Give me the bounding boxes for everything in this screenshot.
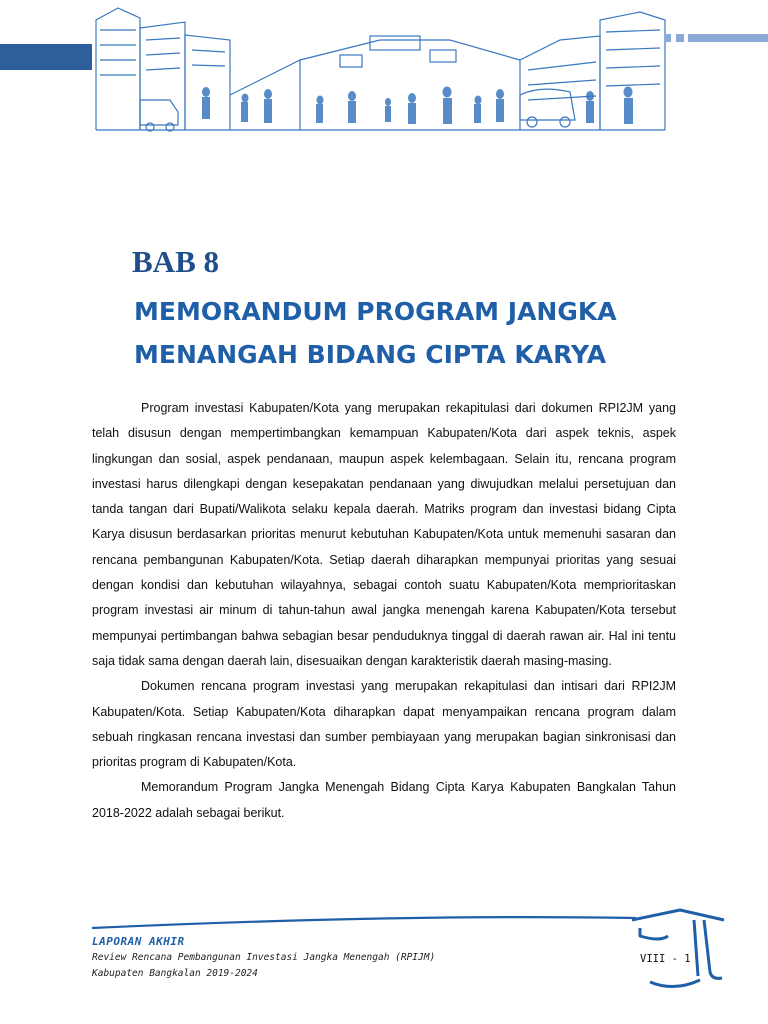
- chapter-title-line-2: MENANGAH BIDANG CIPTA KARYA: [134, 340, 607, 369]
- body-text: [92, 396, 676, 826]
- footer-subtitle-1: Review Rencana Pembangunan Investasi Jangka Menengah (RPIJM): [92, 952, 436, 963]
- paragraph-3: Memorandum Program Jangka Menengah Bidang Cipta Karya Kabupaten Bangkalan Tahun 2018-2022 adalah sebagai berikut.: [92, 780, 676, 820]
- house-outline-icon: [632, 910, 724, 987]
- footer-subtitle-2: Kabupaten Bangkalan 2019-2024: [92, 968, 258, 979]
- footer-title: LAPORAN AKHIR: [92, 935, 185, 948]
- paragraph-1: Program investasi Kabupaten/Kota yang merupakan rekapitulasi dari dokumen RPI2JM yang telah disusun dengan mempertimbangkan kemampuan Kabupaten/Kota dari aspek teknis, aspek lingkungan dan sosial, aspek pendanaan, maupun aspek kelembagaan. Selain itu, rencana program investasi harus dilengkapi dengan kesepakatan pendanaan yang diwujudkan melalui persetujuan dan tanda tangan dari Bupati/Walikota selaku kepala daerah. Matriks program dan investasi bidang Cipta Karya disusun berdasarkan prioritas menurut kebutuhan Kabupaten/Kota untuk memenuhi sasaran dan rencana pembangunan Kabupaten/Kota. Setiap daerah diharapkan mempunyai prioritas yang sesuai dengan kondisi dan kebutuhan wilayahnya, sebagai contoh suatu Kabupaten/Kota memprioritaskan program investasi air minum di tahun-tahun awal jangka menengah karena Kabupaten/Kota tersebut mempunyai pertimbangan bahwa sebagian besar penduduknya tinggal di daerah rawan air. Hal ini tentu saja tidak sama dengan daerah lain, disesuaikan dengan karakteristik daerah masing-masing.: [92, 401, 676, 668]
- chapter-number: BAB 8: [132, 244, 219, 279]
- chapter-title: [134, 290, 734, 376]
- header-left-bar: [0, 44, 92, 70]
- footer-curve-line: [92, 917, 636, 928]
- page-number: VIII - 1: [640, 953, 691, 965]
- header-right-bar: [688, 34, 768, 42]
- footer-decoration: [0, 906, 768, 1024]
- paragraph-2: Dokumen rencana program investasi yang merupakan rekapitulasi dan intisari dari RPI2JM Kabupaten/Kota. Setiap Kabupaten/Kota diharapkan dapat menyampaikan rencana program dalam sebuah ringkasan rencana investasi dan sumber pembiayaan yang merupakan bagian sinkronisasi dan prioritas program di Kabupaten/Kota.: [92, 679, 676, 770]
- chapter-title-line-1: MEMORANDUM PROGRAM JANGKA: [134, 297, 617, 326]
- street-sketch-illustration: [0, 0, 768, 140]
